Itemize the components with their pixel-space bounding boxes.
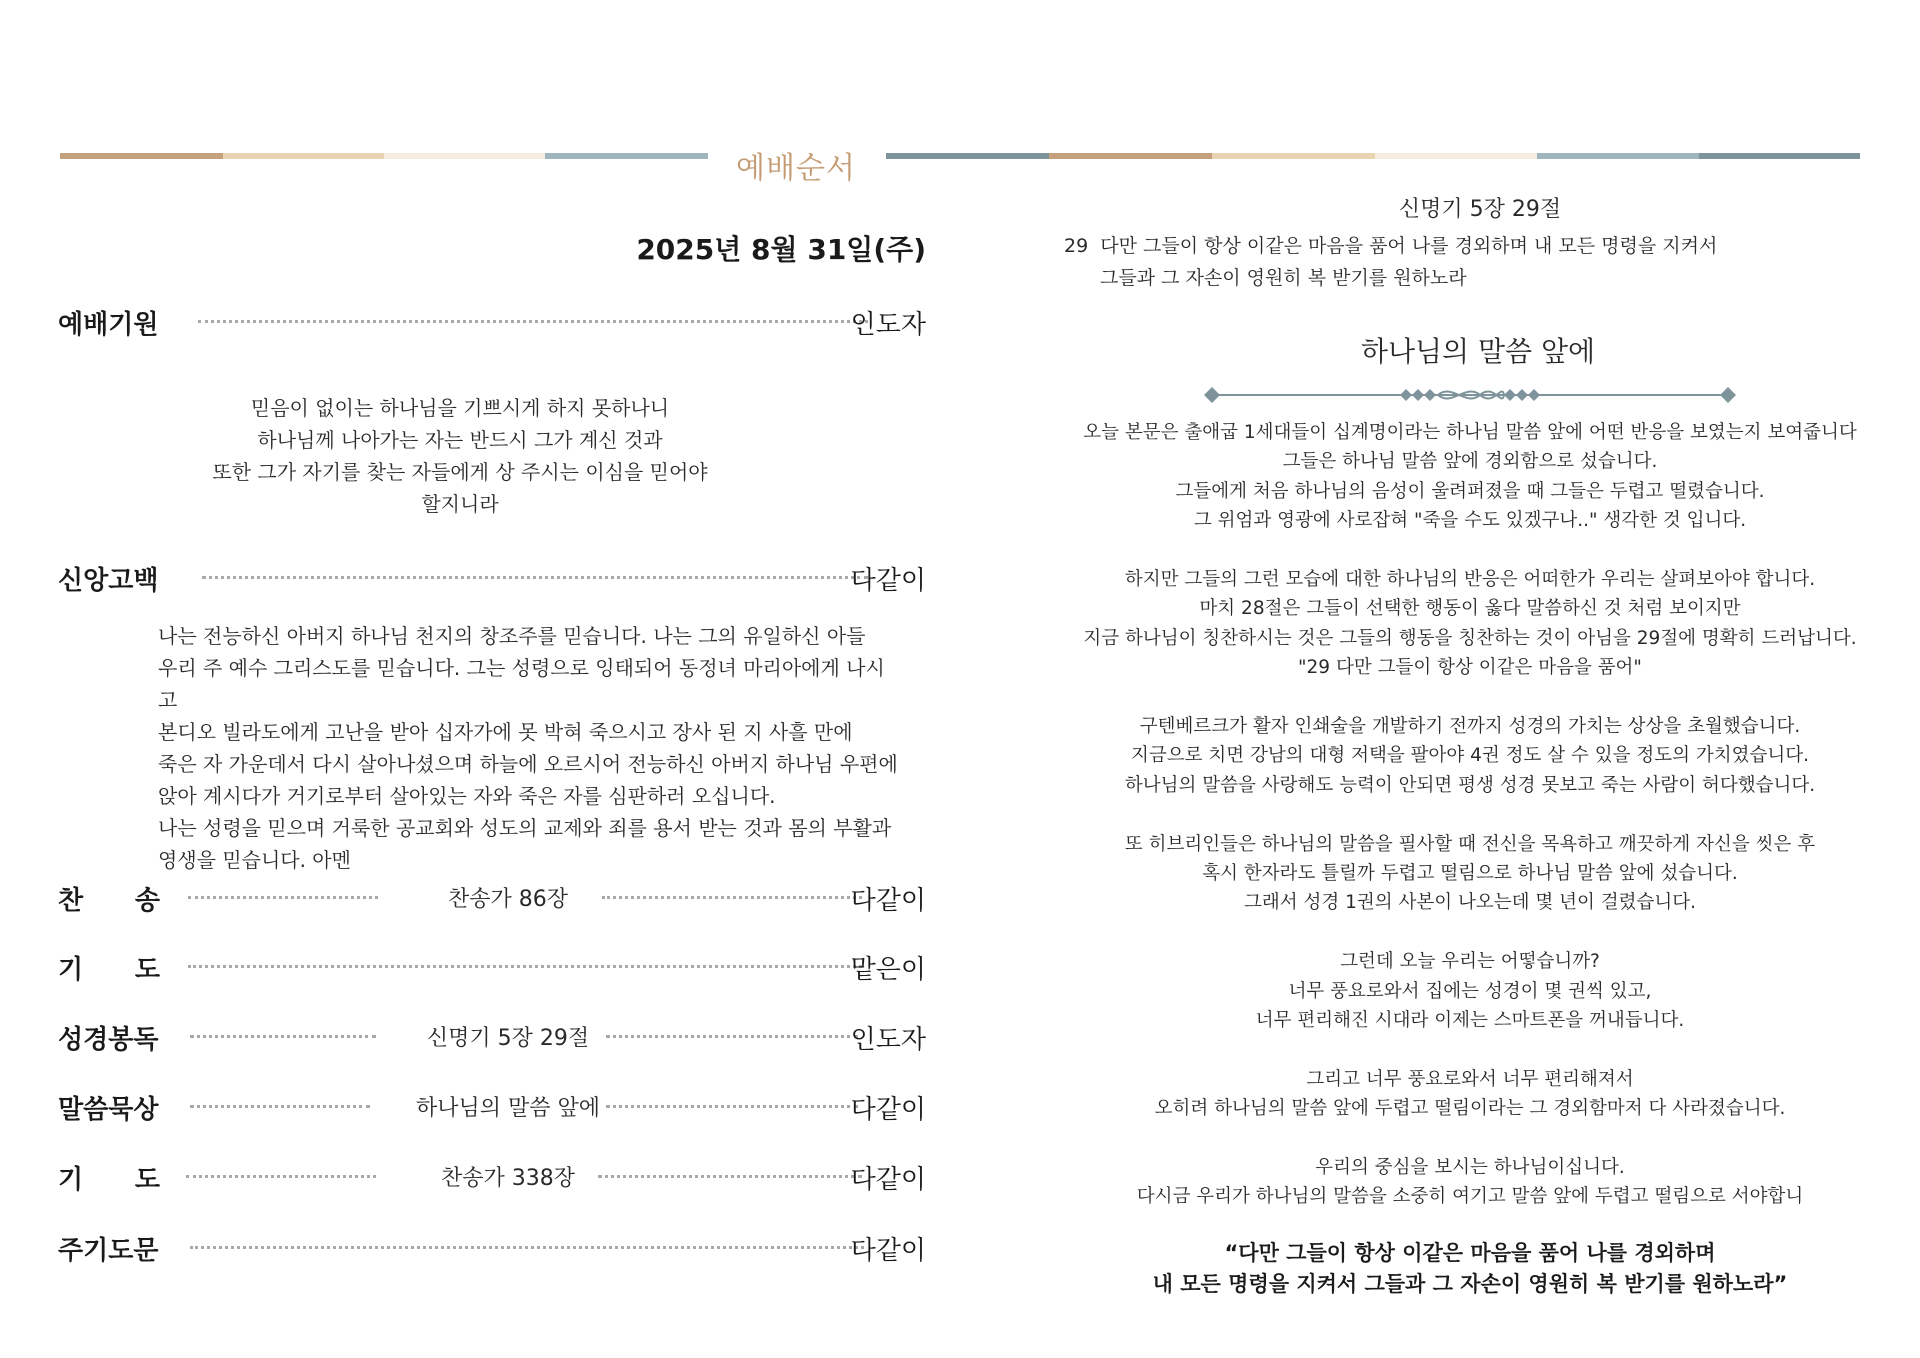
apostles-creed-text (158, 620, 898, 876)
sermon-body (1060, 418, 1880, 1241)
bar-segment (60, 153, 223, 159)
order-of-worship-title: 예배순서 (736, 151, 856, 186)
sermon-paragraph (1060, 947, 1880, 1035)
order-item-lords-prayer (58, 1226, 926, 1266)
bar-segment (223, 153, 384, 159)
leader-dots (190, 1035, 376, 1038)
sermon-line: 그 위엄과 영광에 사로잡혀 "죽을 수도 있겠구나.." 생각한 것 입니다. (1193, 510, 1747, 532)
leader-dots (606, 1035, 858, 1038)
creed-line: 본디오 빌라도에게 고난을 받아 십자가에 못 박혀 죽으시고 장사 된 지 사흘 만에 (158, 720, 853, 744)
bar-segment (1699, 153, 1860, 159)
sermon-line: 오히려 하나님의 말씀 앞에 두렵고 떨림이라는 그 경외함마저 다 사라졌습니다. (1154, 1098, 1786, 1120)
order-item-closing-prayer (58, 1155, 926, 1195)
verse-line: 그들과 그 자손이 영원히 복 받기를 원하노라 (1100, 267, 1467, 289)
sermon-line: 하지만 그들의 그런 모습에 대한 하나님의 반응은 어떠한가 우리는 살펴보아야 합니다. (1124, 569, 1816, 591)
order-detail: 신명기 5장 29절 (426, 1026, 590, 1051)
bar-segment (1537, 153, 1699, 159)
order-leader: 다같이 (850, 566, 926, 596)
order-leader: 다같이 (850, 1236, 926, 1266)
sermon-line: 구텐베르크가 활자 인쇄술을 개발하기 전까지 성경의 가치는 상상을 초월했습니다. (1139, 716, 1801, 738)
service-date: 2025년 8월 31일(주) (636, 233, 926, 266)
leader-dots (202, 576, 868, 579)
order-leader: 맡은이 (850, 955, 926, 985)
creed-line: 우리 주 예수 그리스도를 믿습니다. 그는 성령으로 잉태되어 동정녀 마리아에게 나시고 (158, 656, 885, 712)
leader-dots (190, 1246, 864, 1249)
leader-dots (188, 965, 862, 968)
order-label: 주기도문 (58, 1236, 159, 1266)
order-label: 말씀묵상 (58, 1095, 159, 1125)
verse-line (1064, 230, 1824, 262)
invocation-text (200, 392, 720, 520)
order-detail: 찬송가 86장 (448, 887, 568, 912)
order-detail: 찬송가 338장 (441, 1166, 575, 1191)
sermon-line: 지금 하나님이 칭찬하시는 것은 그들의 행동을 칭찬하는 것이 아님을 29절에 명확히 드러납니다. (1083, 627, 1857, 649)
order-label: 신앙고백 (58, 566, 159, 596)
leader-dots (198, 320, 868, 323)
sermon-line: 마치 28절은 그들이 선택한 행동이 옳다 말씀하신 것 처럼 보이지만 (1199, 598, 1741, 620)
sermon-line: 다시금 우리가 하나님의 말씀을 소중히 여기고 말씀 앞에 두렵고 떨림으로 서야합니 (1136, 1186, 1804, 1208)
order-item-creed (58, 556, 926, 596)
sermon-paragraph (1060, 565, 1880, 683)
leader-dots (188, 896, 378, 899)
sermon-title: 하나님의 말씀 앞에 (1360, 335, 1596, 368)
invocation-line: 하나님께 나아가는 자는 반드시 그가 계신 것과 (257, 428, 663, 452)
order-item-invocation (58, 300, 926, 340)
quote-line: 내 모든 명령을 지켜서 그들과 그 자손이 영원히 복 받기를 원하노라” (1152, 1272, 1788, 1296)
sermon-line: 우리의 중심을 보시는 하나님이십니다. (1315, 1157, 1625, 1179)
order-item-meditation (58, 1085, 926, 1125)
sermon-paragraph (1060, 1153, 1880, 1212)
sermon-line: 지금으로 치면 강남의 대형 저택을 팔아야 4권 정도 살 수 있을 정도의 가치였습니다. (1131, 745, 1809, 767)
leader-dots (186, 1175, 376, 1178)
bar-segment (545, 153, 708, 159)
order-item-prayer (58, 945, 926, 985)
sermon-line: 또 히브리인들은 하나님의 말씀을 필사할 때 전신을 목욕하고 깨끗하게 자신을 씻은 후 (1124, 833, 1816, 855)
sermon-line: 그들은 하나님 말씀 앞에 경외함으로 섰습니다. (1282, 451, 1658, 473)
order-leader: 인도자 (850, 310, 926, 340)
order-label: 기 도 (58, 1165, 160, 1195)
order-label: 예배기원 (58, 310, 159, 340)
invocation-line: 믿음이 없이는 하나님을 기쁘시게 하지 못하나니 (250, 396, 670, 420)
sermon-line: 오늘 본문은 출애굽 1세대들이 십계명이라는 하나님 말씀 앞에 어떤 반응을 보였는지 보여줍니다 (1083, 422, 1857, 443)
sermon-paragraph (1060, 1065, 1880, 1124)
creed-line: 나는 전능하신 아버지 하나님 천지의 창조주를 믿습니다. 나는 그의 유일하신 아들 (158, 624, 866, 648)
sermon-line: 그래서 성경 1권의 사본이 나오는데 몇 년이 걸렸습니다. (1244, 892, 1696, 914)
verse-number: 29 (1064, 235, 1089, 257)
sermon-paragraph (1060, 830, 1880, 918)
order-item-hymn (58, 876, 926, 916)
creed-line: 앉아 계시다가 거기로부터 살아있는 자와 죽은 자를 심판하러 오십니다. (158, 784, 776, 808)
order-leader: 다같이 (850, 1165, 926, 1195)
ornament-divider (1200, 380, 1740, 410)
sermon-line: 너무 풍요로와서 집에는 성경이 몇 권씩 있고, (1288, 980, 1652, 1002)
bar-segment (886, 153, 1049, 159)
bar-segment (1375, 153, 1537, 159)
creed-line: 영생을 믿습니다. 아멘 (158, 848, 351, 872)
order-label: 찬 송 (58, 886, 160, 916)
closing-quote (1080, 1238, 1860, 1300)
leader-dots (602, 896, 862, 899)
creed-line: 나는 성령을 믿으며 거룩한 공교회와 성도의 교제와 죄를 용서 받는 것과 몸의 부활과 (158, 816, 892, 840)
leader-dots (606, 1105, 858, 1108)
sermon-paragraph (1060, 712, 1880, 800)
quote-line: “다만 그들이 항상 이같은 마음을 품어 나를 경외하며 (1224, 1241, 1716, 1265)
sermon-line: "29 다만 그들이 항상 이같은 마음을 품어" (1298, 657, 1642, 679)
order-leader: 다같이 (850, 1095, 926, 1125)
bar-segment (384, 153, 545, 159)
top-bar-left (60, 153, 708, 159)
bar-segment (1212, 153, 1375, 159)
order-leader: 인도자 (850, 1025, 926, 1055)
scripture-reference: 신명기 5장 29절 (1398, 197, 1562, 222)
order-label: 성경봉독 (58, 1025, 159, 1055)
invocation-line: 또한 그가 자기를 찾는 자들에게 상 주시는 이심을 믿어야 할지니라 (212, 460, 708, 516)
leader-dots (190, 1105, 370, 1108)
leader-dots (598, 1175, 862, 1178)
order-label: 기 도 (58, 955, 160, 985)
bar-segment (1049, 153, 1212, 159)
sermon-paragraph (1060, 418, 1880, 536)
top-bar-right (886, 153, 1860, 159)
sermon-line: 너무 편리해진 시대라 이제는 스마트폰을 꺼내듭니다. (1255, 1010, 1685, 1032)
order-leader: 다같이 (850, 886, 926, 916)
sermon-line: 혹시 한자라도 틀릴까 두렵고 떨림으로 하나님 말씀 앞에 섰습니다. (1202, 863, 1738, 885)
sermon-line: 하나님의 말씀을 사랑해도 능력이 안되면 평생 성경 못보고 죽는 사람이 허다했습니다. (1124, 774, 1816, 796)
order-detail: 하나님의 말씀 앞에 (415, 1096, 600, 1121)
creed-line: 죽은 자 가운데서 다시 살아나셨으며 하늘에 오르시어 전능하신 아버지 하나님 우편에 (158, 752, 898, 776)
sermon-line: 그들에게 처음 하나님의 음성이 울려퍼졌을 때 그들은 두렵고 떨렸습니다. (1175, 480, 1765, 502)
sermon-line: 그런데 오늘 우리는 어떻습니까? (1340, 951, 1600, 973)
verse-text: 다만 그들이 항상 이같은 마음을 품어 나를 경외하며 내 모든 명령을 지켜서 (1100, 235, 1718, 257)
sermon-line: 그리고 너무 풍요로와서 너무 편리해져서 (1306, 1068, 1634, 1090)
order-item-scripture-reading (58, 1015, 926, 1055)
